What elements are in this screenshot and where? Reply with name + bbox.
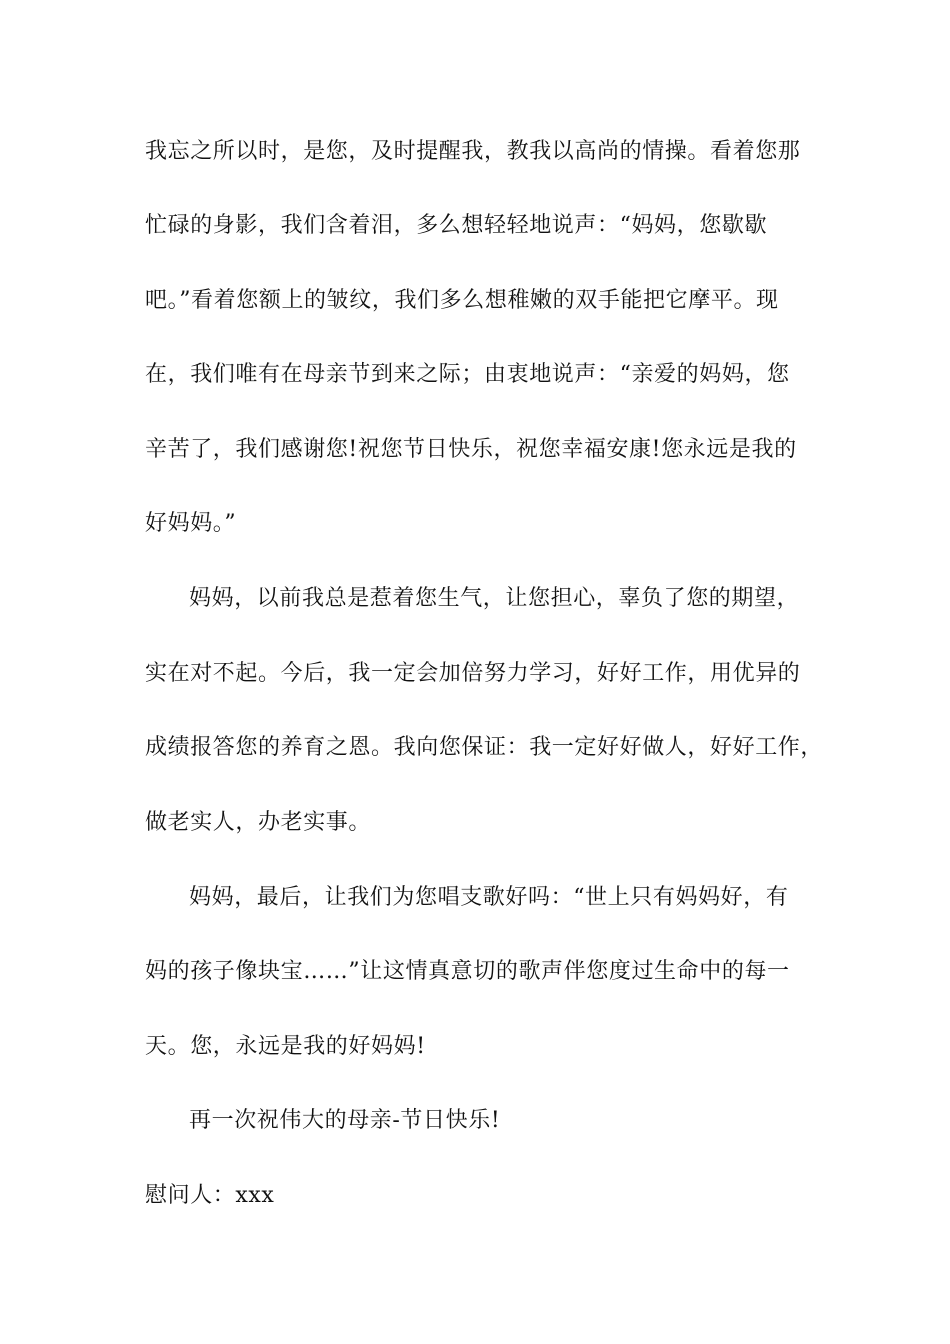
paragraph-line: 做老实人，办老实事。 [145, 810, 372, 835]
closing-wish: 再一次祝伟大的母亲-节日快乐! [189, 1108, 501, 1133]
paragraph-line: 成绩报答您的养育之恩。我向您保证：我一定好好做人，好好工作， [145, 735, 824, 760]
paragraph-line: 妈妈，最后，让我们为您唱支歌好吗：“世上只有妈妈好，有 [189, 885, 789, 910]
signature-line: 慰问人：xxx [145, 1183, 275, 1208]
paragraph-line: 在，我们唯有在母亲节到来之际；由衷地说声：“亲爱的妈妈，您 [145, 362, 790, 387]
paragraph-line: 妈的孩子像块宝……”让这情真意切的歌声伴您度过生命中的每一 [145, 959, 790, 984]
paragraph-line: 妈妈，以前我总是惹着您生气，让您担心，辜负了您的期望， [189, 586, 800, 611]
paragraph-line: 实在对不起。今后，我一定会加倍努力学习，好好工作，用优异的 [145, 661, 801, 686]
paragraph-line: 忙碌的身影，我们含着泪，多么想轻轻地说声：“妈妈，您歇歇 [145, 213, 768, 238]
paragraph-line: 吧。”看着您额上的皱纹，我们多么想稚嫩的双手能把它摩平。现 [145, 288, 779, 313]
paragraph-line: 我忘之所以时，是您，及时提醒我，教我以高尚的情操。看着您那 [145, 139, 801, 164]
paragraph-line: 辛苦了，我们感谢您!祝您节日快乐，祝您幸福安康!您永远是我的 [145, 437, 797, 462]
paragraph-line: 天。您，永远是我的好妈妈! [145, 1034, 426, 1059]
paragraph-line: 好妈妈。” [145, 511, 237, 536]
